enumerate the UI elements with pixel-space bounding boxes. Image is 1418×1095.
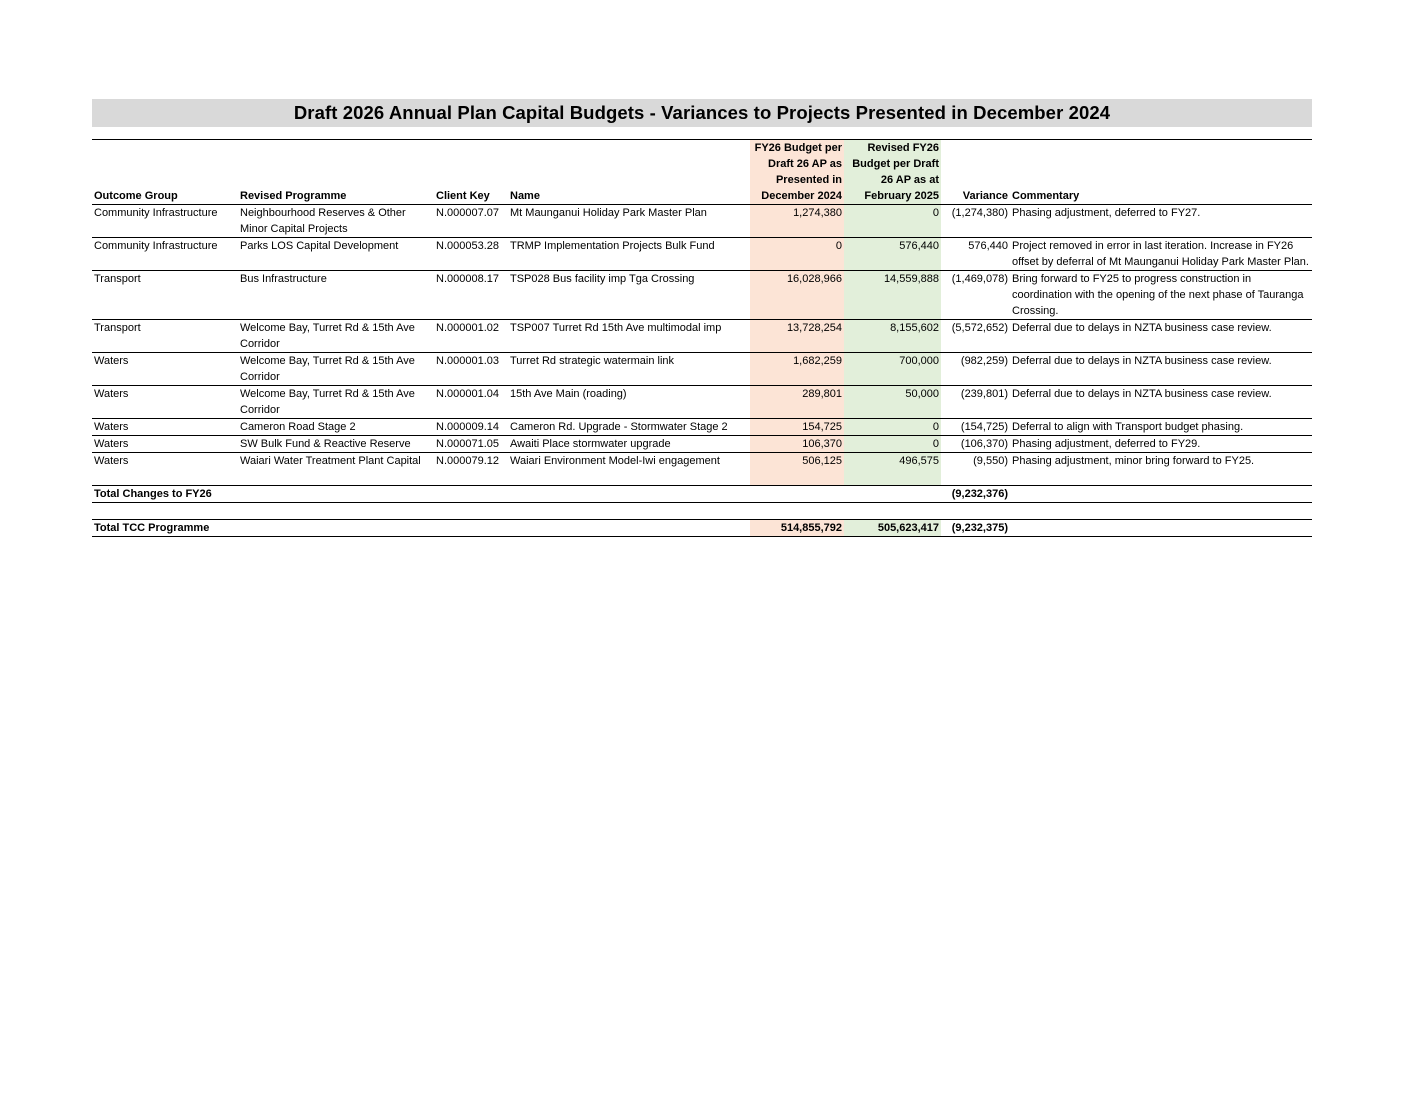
table-row bbox=[92, 386, 1312, 419]
spacer-row bbox=[92, 469, 1312, 486]
cell-client-key: N.000079.12 bbox=[436, 455, 499, 467]
cell-variance: (1,274,380) bbox=[951, 207, 1008, 219]
cell-commentary: Deferral due to delays in NZTA business case review. bbox=[1012, 355, 1272, 367]
header-budget-february-line: 26 AP as at bbox=[880, 174, 939, 186]
total-programme-label: Total TCC Programme bbox=[94, 522, 210, 534]
cell-outcome-group: Waters bbox=[94, 355, 129, 367]
cell-variance: (154,725) bbox=[960, 421, 1008, 433]
cell-outcome-group: Waters bbox=[94, 438, 129, 450]
total-changes-label: Total Changes to FY26 bbox=[94, 488, 212, 500]
header-budget-december-line: Draft 26 AP as bbox=[768, 158, 842, 170]
cell-variance: 576,440 bbox=[968, 240, 1008, 252]
cell-programme: Waiari Water Treatment Plant Capital bbox=[240, 455, 421, 467]
cell-commentary: Bring forward to FY25 to progress construction in coordination with the opening of the next phase of Tauranga Crossing. bbox=[1012, 273, 1304, 317]
cell-client-key: N.000001.02 bbox=[436, 322, 499, 334]
cell-budget-february: 700,000 bbox=[844, 353, 941, 386]
table-row bbox=[92, 205, 1312, 238]
cell-name: TRMP Implementation Projects Bulk Fund bbox=[510, 240, 715, 252]
header-budget-december-line: December 2024 bbox=[761, 190, 842, 202]
total-changes-row bbox=[92, 486, 1312, 503]
cell-variance: (106,370) bbox=[960, 438, 1008, 450]
cell-programme: Welcome Bay, Turret Rd & 15th Ave Corridor bbox=[240, 388, 415, 416]
report-title-bar bbox=[92, 99, 1312, 127]
header-commentary: Commentary bbox=[1012, 190, 1080, 202]
cell-commentary: Deferral due to delays in NZTA business case review. bbox=[1012, 322, 1272, 334]
cell-outcome-group: Transport bbox=[94, 322, 141, 334]
cell-budget-february: 496,575 bbox=[844, 453, 941, 470]
header-budget-december-line: Presented in bbox=[775, 174, 842, 186]
cell-budget-december: 0 bbox=[750, 238, 844, 271]
cell-name: 15th Ave Main (roading) bbox=[510, 388, 627, 400]
header-name: Name bbox=[510, 190, 540, 202]
cell-commentary: Project removed in error in last iteration. Increase in FY26 offset by deferral of Mt Maunganui Holiday Park Master Plan. bbox=[1012, 240, 1309, 268]
cell-budget-february: 50,000 bbox=[844, 386, 941, 419]
cell-budget-december: 13,728,254 bbox=[750, 320, 844, 353]
cell-budget-december: 289,801 bbox=[750, 386, 844, 419]
header-variance: Variance bbox=[962, 190, 1008, 202]
header-client-key: Client Key bbox=[436, 190, 490, 202]
cell-outcome-group: Transport bbox=[94, 273, 141, 285]
table-row bbox=[92, 238, 1312, 271]
cell-budget-december: 506,125 bbox=[750, 453, 844, 470]
total-programme-variance: (9,232,375) bbox=[951, 522, 1008, 534]
spacer-row bbox=[92, 503, 1312, 520]
cell-outcome-group: Waters bbox=[94, 388, 129, 400]
variance-table bbox=[92, 139, 1312, 537]
table-row bbox=[92, 436, 1312, 453]
cell-name: Turret Rd strategic watermain link bbox=[510, 355, 675, 367]
cell-client-key: N.000008.17 bbox=[436, 273, 499, 285]
cell-programme: SW Bulk Fund & Reactive Reserve bbox=[240, 438, 411, 450]
total-programme-budget-february: 505,623,417 bbox=[844, 520, 941, 537]
cell-outcome-group: Community Infrastructure bbox=[94, 240, 218, 252]
cell-budget-february: 0 bbox=[844, 436, 941, 453]
total-programme-budget-december: 514,855,792 bbox=[750, 520, 844, 537]
cell-commentary: Deferral to align with Transport budget phasing. bbox=[1012, 421, 1244, 433]
cell-client-key: N.000001.03 bbox=[436, 355, 499, 367]
cell-client-key: N.000007.07 bbox=[436, 207, 499, 219]
header-budget-december-line: FY26 Budget per bbox=[754, 142, 842, 154]
cell-name: TSP007 Turret Rd 15th Ave multimodal imp bbox=[510, 322, 722, 334]
header-row bbox=[92, 140, 1312, 205]
cell-variance: (982,259) bbox=[960, 355, 1008, 367]
header-revised-programme: Revised Programme bbox=[240, 190, 347, 202]
cell-programme: Cameron Road Stage 2 bbox=[240, 421, 356, 433]
cell-client-key: N.000053.28 bbox=[436, 240, 499, 252]
cell-commentary: Deferral due to delays in NZTA business case review. bbox=[1012, 388, 1272, 400]
cell-outcome-group: Community Infrastructure bbox=[94, 207, 218, 219]
report-title: Draft 2026 Annual Plan Capital Budgets - Variances to Projects Presented in December 2024 bbox=[293, 102, 1111, 123]
cell-programme: Welcome Bay, Turret Rd & 15th Ave Corridor bbox=[240, 355, 415, 383]
cell-programme: Bus Infrastructure bbox=[240, 273, 327, 285]
header-budget-february-line: Budget per Draft bbox=[852, 158, 939, 170]
cell-client-key: N.000071.05 bbox=[436, 438, 499, 450]
total-changes-variance: (9,232,376) bbox=[951, 488, 1008, 500]
cell-outcome-group: Waters bbox=[94, 421, 129, 433]
cell-name: Waiari Environment Model-Iwi engagement bbox=[510, 455, 720, 467]
table-row bbox=[92, 419, 1312, 436]
cell-name: TSP028 Bus facility imp Tga Crossing bbox=[510, 273, 695, 285]
cell-budget-february: 8,155,602 bbox=[844, 320, 941, 353]
cell-variance: (9,550) bbox=[973, 455, 1008, 467]
cell-commentary: Phasing adjustment, minor bring forward to FY25. bbox=[1012, 455, 1255, 467]
cell-budget-december: 1,682,259 bbox=[750, 353, 844, 386]
cell-budget-february: 14,559,888 bbox=[844, 271, 941, 320]
cell-programme: Parks LOS Capital Development bbox=[240, 240, 399, 252]
cell-budget-february: 0 bbox=[844, 205, 941, 238]
table-row bbox=[92, 353, 1312, 386]
cell-name: Cameron Rd. Upgrade - Stormwater Stage 2 bbox=[510, 421, 728, 433]
table-row bbox=[92, 271, 1312, 320]
cell-client-key: N.000001.04 bbox=[436, 388, 499, 400]
cell-budget-december: 1,274,380 bbox=[750, 205, 844, 238]
total-programme-row bbox=[92, 520, 1312, 537]
cell-budget-february: 0 bbox=[844, 419, 941, 436]
variance-table-container bbox=[92, 139, 1312, 537]
cell-budget-december: 154,725 bbox=[750, 419, 844, 436]
cell-programme: Neighbourhood Reserves & Other Minor Capital Projects bbox=[240, 207, 406, 235]
cell-budget-february: 576,440 bbox=[844, 238, 941, 271]
table-row bbox=[92, 320, 1312, 353]
cell-variance: (239,801) bbox=[960, 388, 1008, 400]
cell-outcome-group: Waters bbox=[94, 455, 129, 467]
cell-variance: (1,469,078) bbox=[951, 273, 1008, 285]
cell-client-key: N.000009.14 bbox=[436, 421, 499, 433]
cell-budget-december: 106,370 bbox=[750, 436, 844, 453]
table-row bbox=[92, 453, 1312, 470]
header-outcome-group: Outcome Group bbox=[94, 190, 178, 202]
cell-name: Mt Maunganui Holiday Park Master Plan bbox=[510, 207, 707, 219]
header-budget-february-line: February 2025 bbox=[864, 190, 939, 202]
cell-name: Awaiti Place stormwater upgrade bbox=[510, 438, 671, 450]
header-budget-february bbox=[844, 140, 941, 205]
cell-variance: (5,572,652) bbox=[951, 322, 1008, 334]
header-budget-february-line: Revised FY26 bbox=[867, 142, 939, 154]
cell-commentary: Phasing adjustment, deferred to FY29. bbox=[1012, 438, 1201, 450]
cell-commentary: Phasing adjustment, deferred to FY27. bbox=[1012, 207, 1201, 219]
cell-programme: Welcome Bay, Turret Rd & 15th Ave Corridor bbox=[240, 322, 415, 350]
cell-budget-december: 16,028,966 bbox=[750, 271, 844, 320]
header-budget-december bbox=[750, 140, 844, 205]
